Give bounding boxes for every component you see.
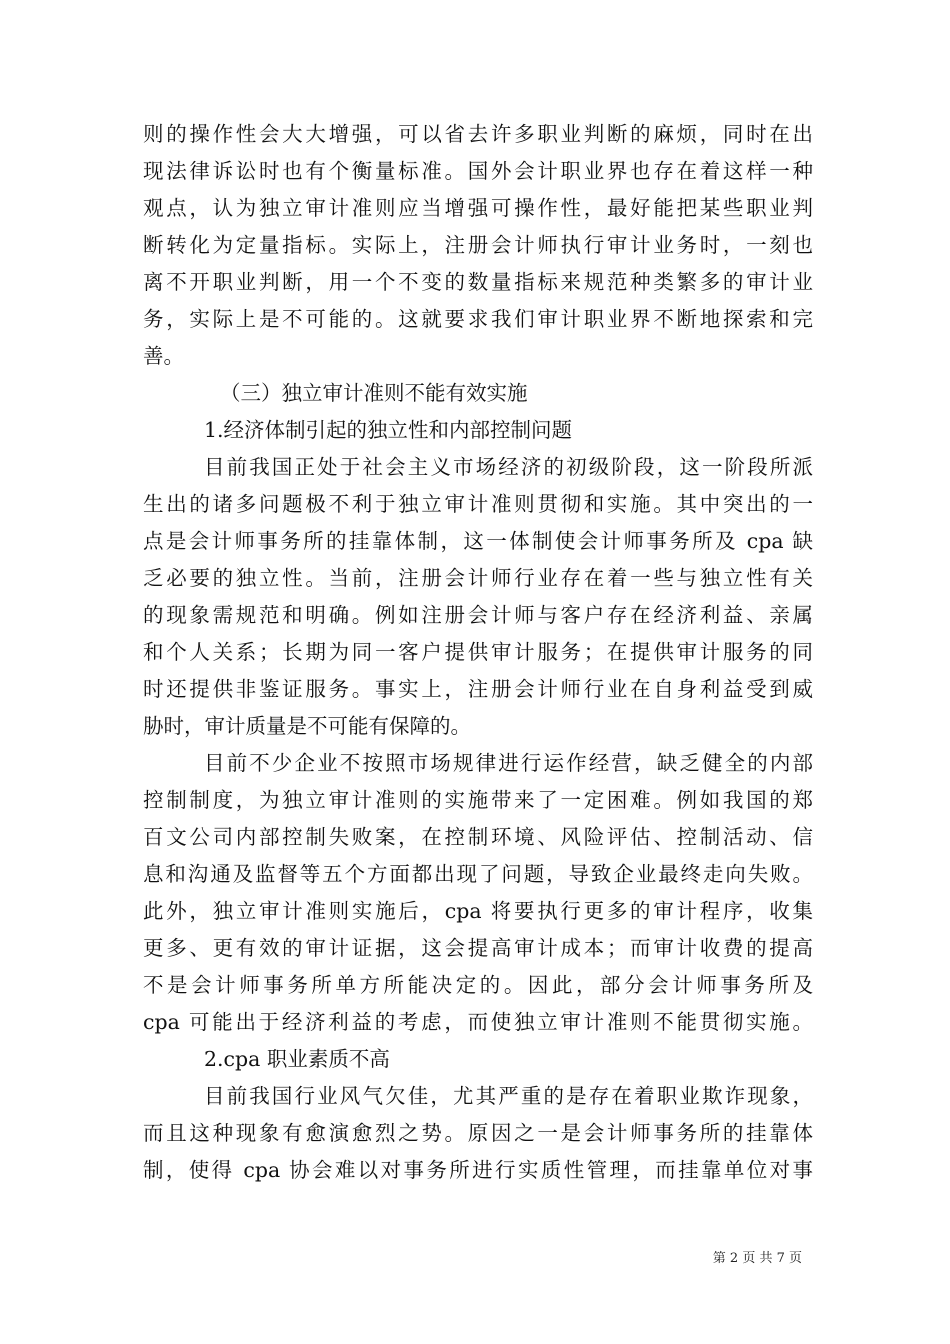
text-line: 善。	[143, 344, 184, 368]
text-line: 的现象需规范和明确。例如注册会计师与客户存在经济利益、亲属	[143, 603, 813, 627]
text-line: 控制制度，为独立审计准则的实施带来了一定困难。例如我国的郑	[143, 788, 813, 812]
text-line: 目前不少企业不按照市场规律进行运作经营，缺乏健全的内部	[204, 751, 813, 775]
subsection-heading: 2.cpa 职业素质不高	[204, 1047, 390, 1071]
text-line: 时还提供非鉴证服务。事实上，注册会计师行业在自身利益受到威	[143, 677, 813, 701]
text-line: 制，使得 cpa 协会难以对事务所进行实质性管理，而挂靠单位对事	[143, 1158, 813, 1182]
text-line: 而且这种现象有愈演愈烈之势。原因之一是会计师事务所的挂靠体	[143, 1121, 813, 1145]
text-line: 生出的诸多问题极不利于独立审计准则贯彻和实施。其中突出的一	[143, 492, 813, 516]
section-heading: （三）独立审计准则不能有效实施	[220, 381, 528, 405]
text-line: 目前我国正处于社会主义市场经济的初级阶段，这一阶段所派	[204, 455, 813, 479]
text-line: 断转化为定量指标。实际上，注册会计师执行审计业务时，一刻也	[143, 233, 813, 257]
subsection-heading: 1.经济体制引起的独立性和内部控制问题	[204, 418, 573, 442]
text-line: 观点，认为独立审计准则应当增强可操作性，最好能把某些职业判	[143, 196, 813, 220]
text-line: 胁时，审计质量是不可能有保障的。	[143, 714, 471, 738]
text-line: 现法律诉讼时也有个衡量标准。国外会计职业界也存在着这样一种	[143, 159, 813, 183]
text-line: 不是会计师事务所单方所能决定的。因此，部分会计师事务所及	[143, 973, 813, 997]
document-body	[143, 116, 813, 1189]
text-line: 和个人关系；长期为同一客户提供审计服务；在提供审计服务的同	[143, 640, 813, 664]
text-line: 乏必要的独立性。当前，注册会计师行业存在着一些与独立性有关	[143, 566, 813, 590]
text-line: 则的操作性会大大增强，可以省去许多职业判断的麻烦，同时在出	[143, 122, 813, 146]
text-line: 息和沟通及监督等五个方面都出现了问题，导致企业最终走向失败。	[143, 862, 813, 886]
text-line: 点是会计师事务所的挂靠体制，这一体制使会计师事务所及 cpa 缺	[143, 529, 813, 553]
text-line: 离不开职业判断，用一个不变的数量指标来规范种类繁多的审计业	[143, 270, 813, 294]
text-line: 更多、更有效的审计证据，这会提高审计成本；而审计收费的提高	[143, 936, 813, 960]
text-line: 务，实际上是不可能的。这就要求我们审计职业界不断地探索和完	[143, 307, 813, 331]
text-line: 百文公司内部控制失败案，在控制环境、风险评估、控制活动、信	[143, 825, 813, 849]
text-line: 此外，独立审计准则实施后，cpa 将要执行更多的审计程序，收集	[143, 899, 813, 923]
page-number: 第 2 页 共 7 页	[712, 1251, 802, 1266]
text-line: cpa 可能出于经济利益的考虑，而使独立审计准则不能贯彻实施。	[143, 1010, 813, 1034]
text-line: 目前我国行业风气欠佳，尤其严重的是存在着职业欺诈现象，	[204, 1084, 813, 1108]
